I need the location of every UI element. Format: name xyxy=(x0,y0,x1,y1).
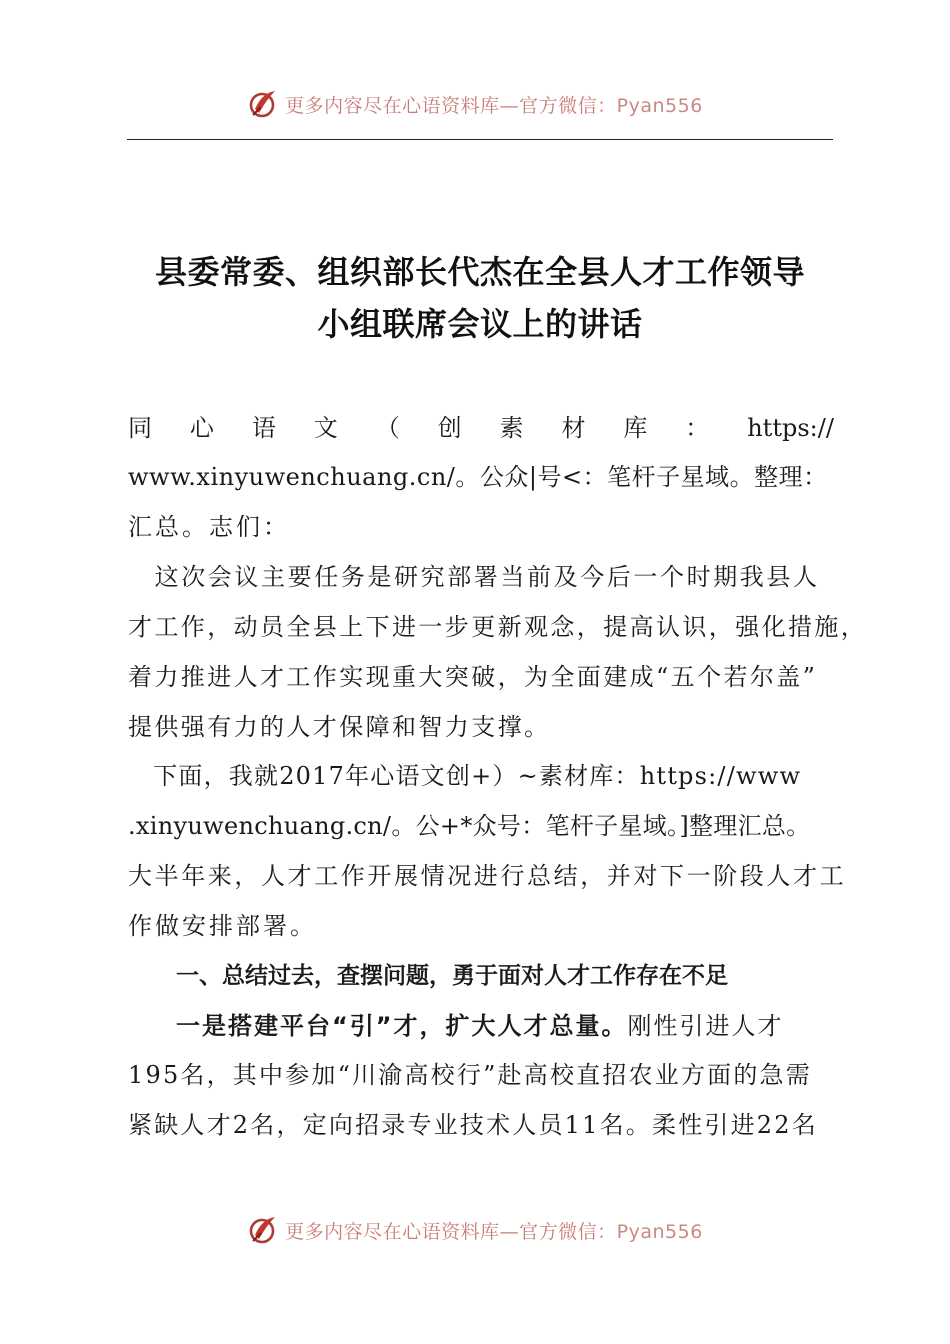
body-line-13: 195名，其中参加“川渝高校行”赴高校直招农业方面的急需 xyxy=(128,1061,812,1089)
document-title xyxy=(100,246,860,350)
body-line-2: www.xinyuwenchuang.cn/。公众|号<：笔杆子星域。整理： xyxy=(128,463,828,491)
body-char: 素 xyxy=(499,414,524,442)
body-line-12 xyxy=(176,1006,836,1046)
body-url-part: https:// xyxy=(747,414,834,442)
quill-swirl-icon xyxy=(247,1213,281,1247)
body-line-14: 紧缺人才2名，定向招录专业技术人员11名。柔性引进22名 xyxy=(128,1111,818,1139)
body-line-3: 汇总。志们： xyxy=(128,513,290,541)
body-line-11: 作做安排部署。 xyxy=(128,912,317,940)
body-char: ： xyxy=(685,414,710,442)
header-rule xyxy=(127,139,833,140)
body-char: 库 xyxy=(623,414,648,442)
body-line-5: 才工作，动员全县上下进一步更新观念，提高认识，强化措施， xyxy=(128,613,868,641)
section-heading-1: 一、总结过去，查摆问题，勇于面对人才工作存在不足 xyxy=(176,963,728,989)
banner-text: 更多内容尽在心语资料库—官方微信：Pyan556 xyxy=(285,94,703,117)
body-line-4: 这次会议主要任务是研究部署当前及今后一个时期我县人 xyxy=(128,563,820,591)
title-line-1: 县委常委、组织部长代杰在全县人才工作领导 xyxy=(154,253,805,291)
body-char: 创 xyxy=(437,414,462,442)
body-line-8: 下面，我就2017年心语文创+）~素材库：https://www xyxy=(128,762,802,790)
body-line-9: .xinyuwenchuang.cn/。公+*众号：笔杆子星域。]整理汇总。 xyxy=(128,812,811,840)
quill-swirl-icon xyxy=(247,87,281,121)
banner-wechat-id: Pyan556 xyxy=(616,94,703,117)
body-line-6: 着力推进人才工作实现重大突破，为全面建成“五个若尔盖” xyxy=(128,663,818,691)
body-char: 心 xyxy=(189,414,214,442)
body-char: （ xyxy=(375,414,400,442)
banner-text: 更多内容尽在心语资料库—官方微信：Pyan556 xyxy=(285,1220,703,1243)
banner-wechat-id: Pyan556 xyxy=(616,1220,703,1243)
body-char: 文 xyxy=(313,414,338,442)
body-char: 同 xyxy=(128,414,152,442)
point-heading: 一是搭建平台“引”才，扩大人才总量。 xyxy=(176,1012,628,1040)
header-banner xyxy=(0,84,950,124)
body-line-10: 大半年来，人才工作开展情况进行总结，并对下一阶段人才工 xyxy=(128,862,847,890)
body-char: 语 xyxy=(251,414,276,442)
point-text: 刚性引进人才 xyxy=(627,1012,784,1040)
body-line-7: 提供强有力的人才保障和智力支撑。 xyxy=(128,713,551,741)
footer-banner xyxy=(0,1210,950,1250)
body-line-1 xyxy=(128,408,834,448)
body-char: 材 xyxy=(561,414,586,442)
title-line-2: 小组联席会议上的讲话 xyxy=(317,305,643,343)
